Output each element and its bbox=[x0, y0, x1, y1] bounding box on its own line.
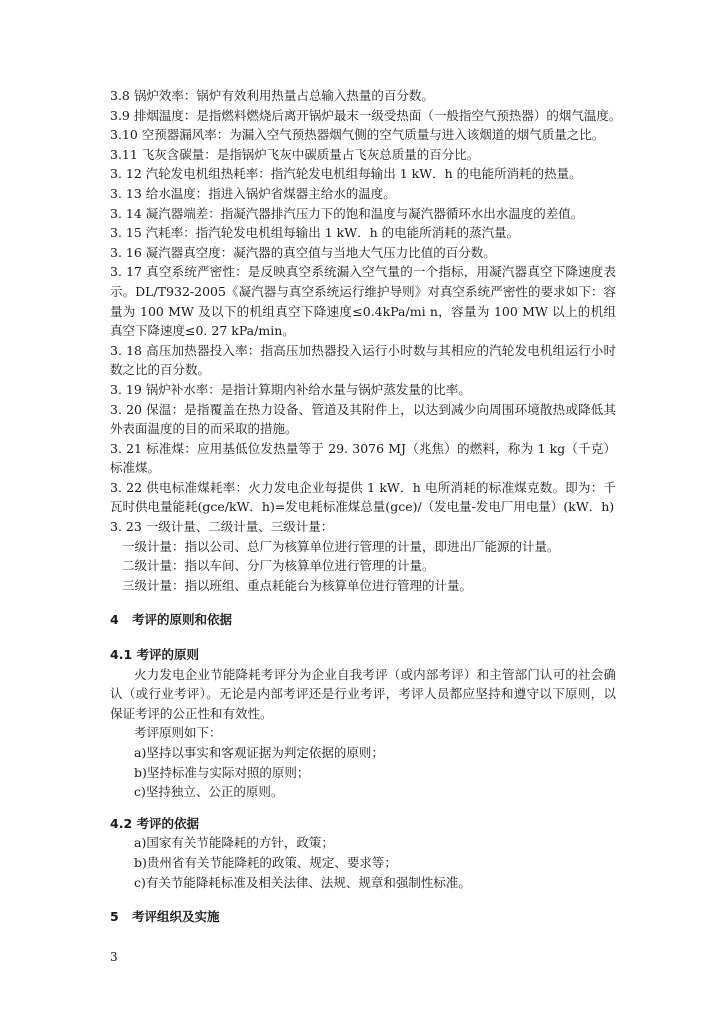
principle-item: b)坚持标准与实际对照的原则； bbox=[134, 764, 310, 780]
metering-level-3: 三级计量：指以班组、重点耗能台为核算单位进行管理的计量。 bbox=[122, 577, 473, 593]
section-4-heading bbox=[110, 610, 616, 630]
definition-3-13: 3. 13 给水温度：指进入锅炉省煤器主给水的温度。 bbox=[110, 185, 396, 201]
metering-level-2: 二级计量：指以车间、分厂为核算单位进行管理的计量。 bbox=[122, 558, 435, 574]
section-5-number: 5 bbox=[110, 909, 119, 925]
definition-3-11: 3.11 飞灰含碳量：是指锅炉飞灰中碳质量占飞灰总质量的百分比。 bbox=[110, 146, 480, 162]
basis-item: b)贵州省有关节能降耗的政策、规定、要求等； bbox=[134, 854, 397, 870]
principle-item: c)坚持独立、公正的原则。 bbox=[134, 784, 284, 800]
definition-3-12: 3. 12 汽轮发电机组热耗率：指汽轮发电机组每输出 1 kW．h 的电能所消耗的热量。 bbox=[110, 166, 582, 182]
definition-3-15: 3. 15 汽耗率：指汽轮发电机组每输出 1 kW．h 的电能所消耗的蒸汽量。 bbox=[110, 225, 520, 241]
definition-3-14: 3. 14 凝汽器端差：指凝汽器排汽压力下的饱和温度与凝汽器循环水出水温度的差值。 bbox=[110, 205, 584, 221]
definition-3-17: 3. 17 真空系统严密性：是反映真空系统漏入空气量的一个指标，用凝汽器真空下降速度表示。DL/T932-2005《凝汽器与真空系统运行维护导则》对真空系统严密性的要求如下：容量为 100 MW 及以下的机组真空下降速度≤0.4kPa/mi n，容量为 100 MW 以上的机组真空下降速度≤0. 27 kPa/min。 bbox=[110, 264, 616, 339]
definition-3-10: 3.10 空预器漏风率：为漏入空气预热器烟气侧的空气质量与进入该烟道的烟气质量之比。 bbox=[110, 127, 605, 143]
definition-3-9: 3.9 排烟温度：是指燃料燃烧后离开锅炉最末一级受热面（一般指空气预热器）的烟气温度。 bbox=[110, 107, 622, 123]
section-4-number: 4 bbox=[110, 612, 119, 628]
definition-3-22: 3. 22 供电标准煤耗率：火力发电企业每提供 1 kW．h 电所消耗的标准煤克数。即为：千瓦时供电量能耗(gce/kW．h)=发电耗标准煤总量(gce)/（发电量-发电厂用电量）(kW．h) bbox=[110, 479, 616, 515]
definition-3-8: 3.8 锅炉效率：锅炉有效利用热量占总输入热量的百分数。 bbox=[110, 88, 434, 103]
principles-intro: 考评原则如下： bbox=[134, 725, 222, 741]
definition-3-19: 3. 19 锅炉补水率：是指计算期内补给水量与锅炉蒸发量的比率。 bbox=[110, 381, 471, 397]
metering-level-1: 一级计量：指以公司、总厂为核算单位进行管理的计量，即进出厂能源的计量。 bbox=[122, 538, 560, 554]
principle-item: a)坚持以事实和客观证据为判定依据的原则； bbox=[134, 745, 384, 760]
definition-3-16: 3. 16 凝汽器真空度：凝汽器的真空值与当地大气压力比值的百分数。 bbox=[110, 244, 496, 260]
section-5-heading bbox=[110, 907, 616, 927]
section-4-1-heading: 4.1 考评的原则 bbox=[110, 647, 199, 663]
definition-3-20: 3. 20 保温：是指覆盖在热力设备、管道及其附件上，以达到减少向周围环境散热或降低其外表面温度的目的而采取的措施。 bbox=[110, 401, 616, 437]
definition-3-21: 3. 21 标准煤：应用基低位发热量等于 29. 3076 MJ（兆焦）的燃料，称为 1 kg（千克）标准煤。 bbox=[110, 440, 616, 476]
section-5-title: 考评组织及实施 bbox=[132, 909, 220, 925]
definition-3-23: 3. 23 一级计量、二级计量、三级计量： bbox=[110, 519, 334, 535]
section-4-title: 考评的原则和依据 bbox=[132, 612, 233, 628]
basis-item: a)国家有关节能降耗的方针，政策； bbox=[134, 835, 334, 851]
section-4-2-heading: 4.2 考评的依据 bbox=[110, 815, 199, 831]
basis-item: c)有关节能降耗标准及相关法律、法规、规章和强制性标准。 bbox=[134, 874, 471, 890]
section-4-1-paragraph: 火力发电企业节能降耗考评分为企业自我考评（或内部考评）和主管部门认可的社会确认（或行业考评）。无论是内部考评还是行业考评，考评人员都应坚持和遵守以下原则，以保证考评的公正性和有效性。 bbox=[110, 666, 616, 721]
page-number: 3 bbox=[110, 950, 118, 964]
definition-3-18: 3. 18 高压加热器投入率：指高压加热器投入运行小时数与其相应的汽轮发电机组运行小时数之比的百分数。 bbox=[110, 342, 616, 378]
page-content bbox=[110, 86, 622, 927]
